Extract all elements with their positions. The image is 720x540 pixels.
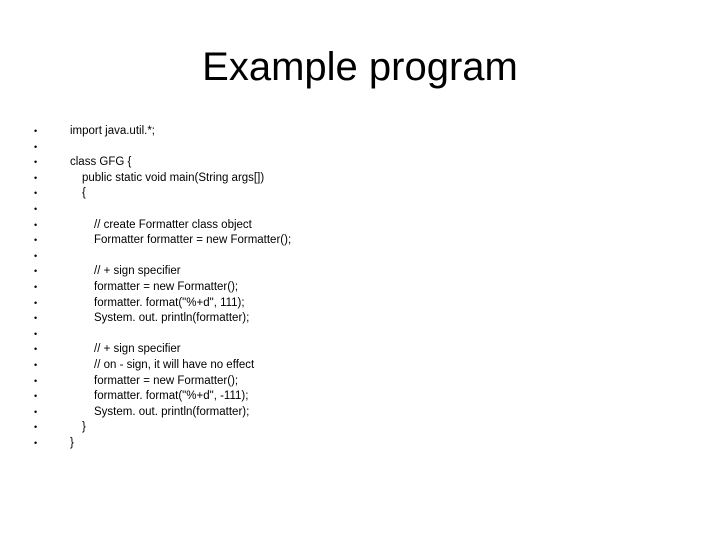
bullet-marker: • [34, 235, 38, 246]
bullet-marker: • [34, 203, 38, 214]
slide-title: Example program [202, 45, 518, 89]
bullet-marker: • [34, 157, 38, 168]
bullet-marker: • [34, 359, 38, 370]
bullet-marker: • [34, 406, 38, 417]
bullet-marker: • [34, 141, 38, 152]
bullet-marker: • [34, 126, 38, 136]
code-line-text: formatter = new Formatter(); [94, 280, 239, 293]
code-line-text: import java.util.*; [70, 125, 156, 137]
bullet-marker: • [34, 266, 38, 277]
bullet-marker: • [34, 172, 38, 183]
code-line-text: // + sign specifier [94, 265, 181, 278]
bullet-marker: • [34, 328, 38, 339]
bullet-marker: • [34, 219, 38, 230]
bullet-marker: • [34, 375, 38, 386]
code-line-text: System. out. println(formatter); [94, 405, 250, 418]
code-line-text: } [82, 421, 86, 434]
bullet-marker: • [34, 250, 38, 261]
code-line-text: // on - sign, it will have no effect [94, 358, 255, 371]
bullet-marker: • [34, 313, 38, 324]
bullet-marker: • [34, 437, 38, 448]
code-line-text: class GFG { [70, 156, 132, 169]
bullet-marker: • [34, 297, 38, 308]
bullet-marker: • [34, 344, 38, 355]
code-line-text: Formatter formatter = new Formatter(); [94, 234, 292, 247]
code-line-text: } [70, 436, 74, 449]
bullet-marker: • [34, 281, 38, 292]
code-line-text: // create Formatter class object [94, 218, 252, 231]
code-line-text: // + sign specifier [94, 343, 181, 356]
bullet-marker: • [34, 391, 38, 402]
code-line-text: formatter = new Formatter(); [94, 374, 239, 387]
bullet-marker: • [34, 188, 38, 199]
code-line-text: public static void main(String args[]) [82, 171, 265, 184]
bullet-marker: • [34, 422, 38, 433]
code-line-text: formatter. format("%+d", 111); [94, 296, 245, 309]
code-line-text: System. out. println(formatter); [94, 312, 250, 325]
code-line-text: formatter. format("%+d", -111); [94, 390, 249, 403]
code-line-text: { [82, 187, 86, 200]
